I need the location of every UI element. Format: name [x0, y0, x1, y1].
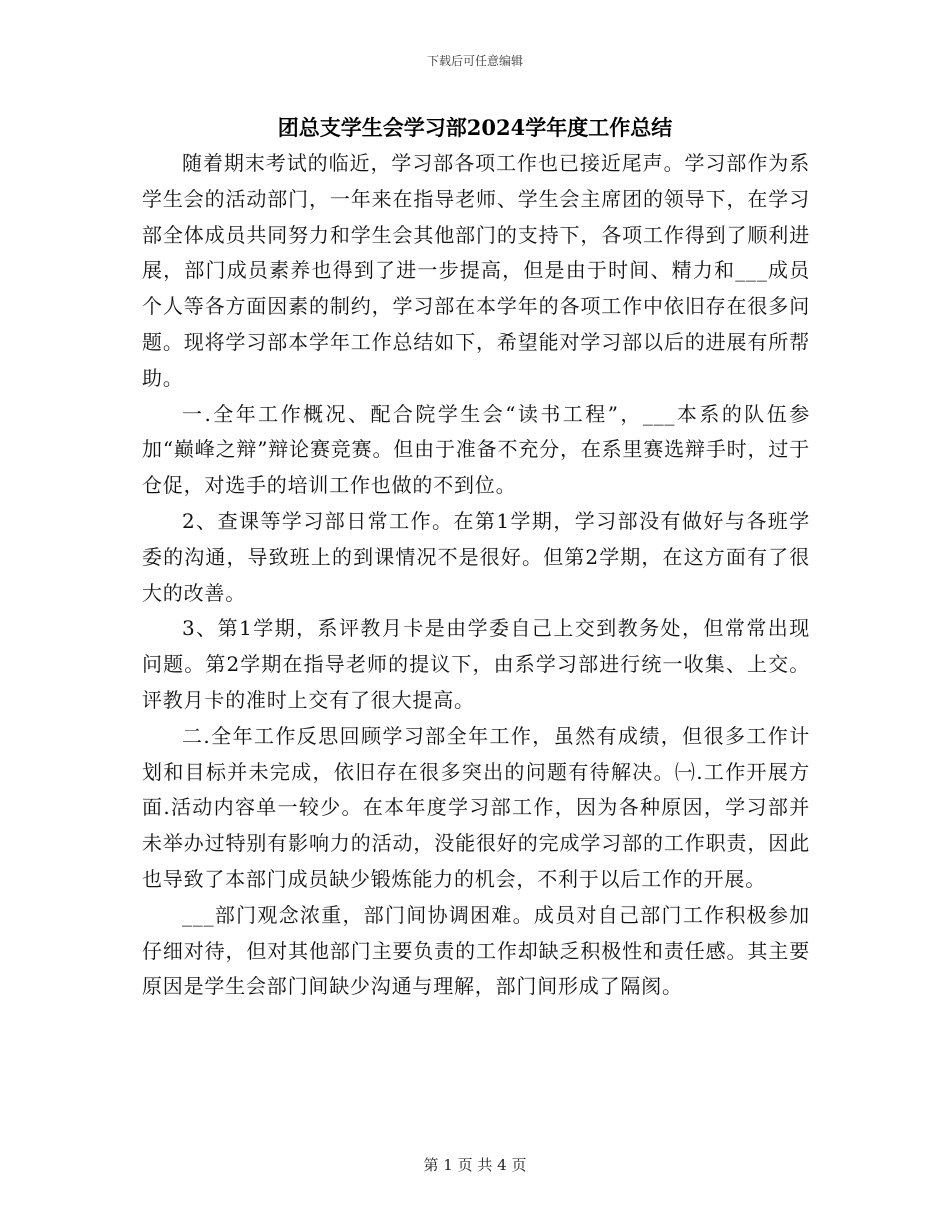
paragraph-section-2: 二.全年工作反思回顾学习部全年工作，虽然有成绩，但很多工作计划和目标并未完成，依旧存在很多突出的问题有待解决。㈠.工作开展方面.活动内容单一较少。在本年度学习部工作，因为各种原因，学习部并未举办过特别有影响力的活动，没能很好的完成学习部的工作职责，因此也导致了本部门成员缺少锻炼能力的机会，不利于以后工作的开展。	[142, 723, 810, 891]
paragraph-department-issue: ___部门观念浓重，部门间协调困难。成员对自己部门工作积极参加仔细对待，但对其他部门主要负责的工作却缺乏积极性和责任感。其主要原因是学生会部门间缺少沟通与理解，部门间形成了隔阂。	[142, 902, 810, 999]
paragraph-item-2: 2、查课等学习部日常工作。在第1学期，学习部没有做好与各班学委的沟通，导致班上的到课情况不是很好。但第2学期，在这方面有了很大的改善。	[142, 508, 810, 605]
header-note: 下载后可任意编辑	[426, 54, 523, 68]
document-body	[142, 146, 810, 1005]
document-title: 团总支学生会学习部2024学年度工作总结	[277, 115, 673, 140]
paragraph-item-3: 3、第1学期，系评教月卡是由学委自己上交到教务处，但常常出现问题。第2学期在指导老师的提议下，由系学习部进行统一收集、上交。评教月卡的准时上交有了很大提高。	[142, 616, 810, 712]
page-number: 第 1 页 共 4 页	[423, 1156, 527, 1174]
paragraph-intro: 随着期末考试的临近，学习部各项工作也已接近尾声。学习部作为系学生会的活动部门，一年来在指导老师、学生会主席团的领导下，在学习部全体成员共同努力和学生会其他部门的支持下，各项工作得到了顺利进展，部门成员素养也得到了进一步提高，但是由于时间、精力和___成员个人等各方面因素的制约，学习部在本学年的各项工作中依旧存在很多问题。现将学习部本学年工作总结如下，希望能对学习部以后的进展有所帮助。	[142, 151, 810, 390]
paragraph-section-1: 一.全年工作概况、配合院学生会“读书工程”，___本系的队伍参加“巅峰之辩”辩论赛竞赛。但由于准备不充分，在系里赛选辩手时，过于仓促，对选手的培训工作也做的不到位。	[142, 401, 810, 498]
